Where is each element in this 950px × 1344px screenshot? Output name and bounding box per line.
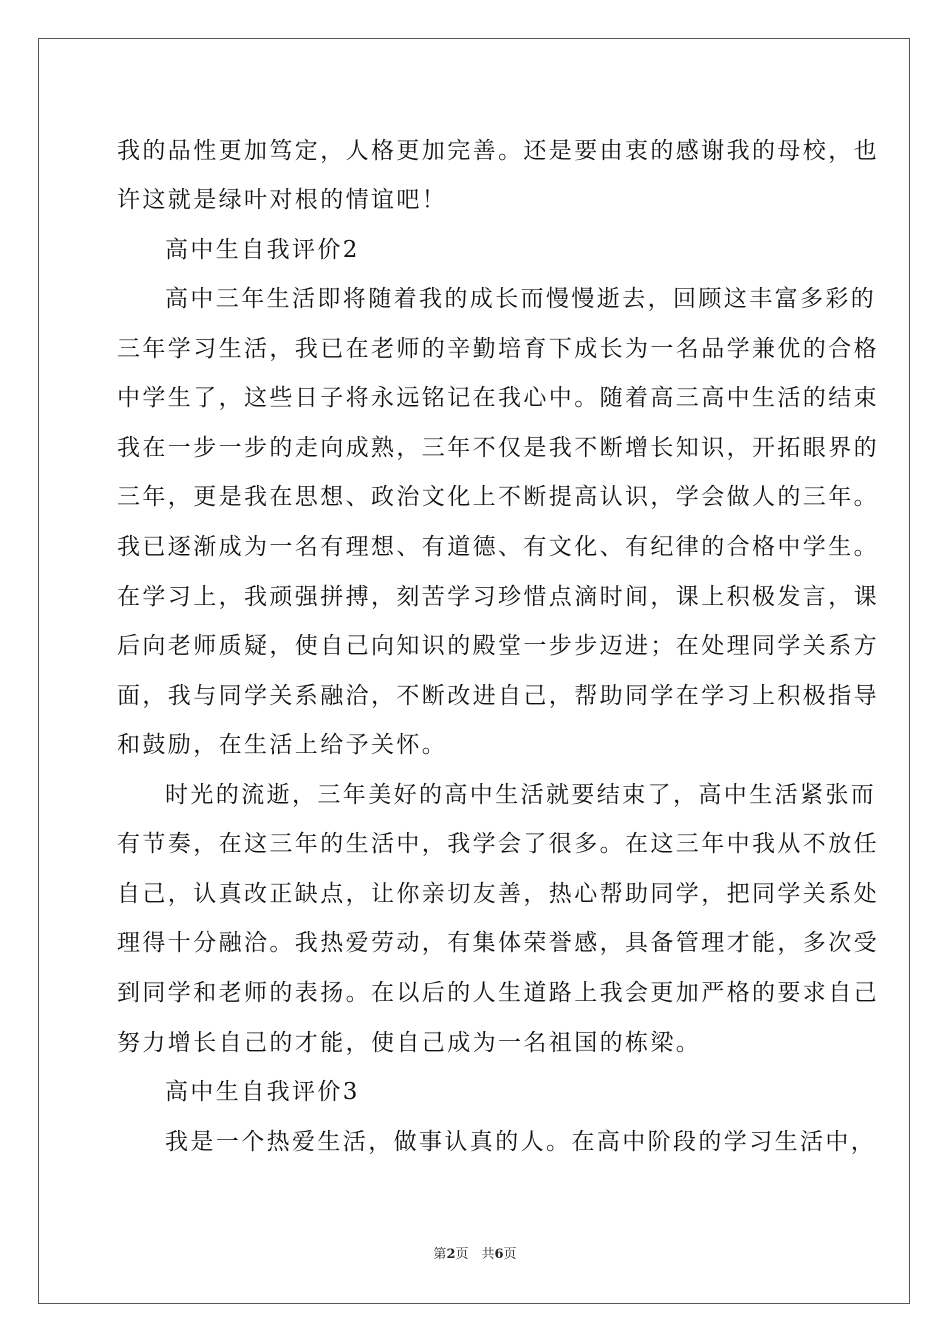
- section-heading: 高中生自我评价3: [165, 1079, 360, 1105]
- body-line: 许这就是绿叶对根的情谊吧！: [117, 187, 448, 213]
- body-line: 中学生了，这些日子将永远铭记在我心中。随着高三高中生活的结束: [117, 385, 879, 411]
- page-number: 2: [446, 1247, 456, 1262]
- footer-prefix: 第: [433, 1247, 447, 1262]
- body-line: 和鼓励，在生活上给予关怀。: [117, 732, 448, 758]
- page-footer: [0, 1246, 950, 1264]
- body-line: 有节奏，在这三年的生活中，我学会了很多。在这三年中我从不放任: [117, 831, 879, 857]
- body-line: 理得十分融洽。我热爱劳动，有集体荣誉感，具备管理才能，多次受: [117, 930, 879, 956]
- footer-mid: 页 共: [455, 1247, 495, 1262]
- body-line: 在学习上，我顽强拼搏，刻苦学习珍惜点滴时间，课上积极发言，课: [117, 584, 879, 610]
- body-line: 我在一步一步的走向成熟，三年不仅是我不断增长知识，开拓眼界的: [117, 435, 879, 461]
- footer-suffix: 页: [503, 1247, 517, 1262]
- body-line: 到同学和老师的表扬。在以后的人生道路上我会更加严格的要求自己: [117, 980, 879, 1006]
- body-line: 三年学习生活，我已在老师的辛勤培育下成长为一名品学兼优的合格: [117, 336, 879, 362]
- body-line: 自己，认真改正缺点，让你亲切友善，热心帮助同学，把同学关系处: [117, 881, 879, 907]
- body-line: 时光的流逝，三年美好的高中生活就要结束了，高中生活紧张而: [165, 782, 877, 808]
- body-line: 后向老师质疑，使自己向知识的殿堂一步步迈进；在处理同学关系方: [117, 633, 879, 659]
- body-line: 我的品性更加笃定，人格更加完善。还是要由衷的感谢我的母校，也: [117, 138, 879, 164]
- body-line: 我已逐渐成为一名有理想、有道德、有文化、有纪律的合格中学生。: [117, 534, 879, 560]
- body-line: 面，我与同学关系融洽，不断改进自己，帮助同学在学习上积极指导: [117, 683, 879, 709]
- body-line: 努力增长自己的才能，使自己成为一名祖国的栋梁。: [117, 1030, 702, 1056]
- body-line: 我是一个热爱生活，做事认真的人。在高中阶段的学习生活中，: [165, 1129, 877, 1155]
- page-border: [38, 38, 910, 1304]
- body-line: 高中三年生活即将随着我的成长而慢慢逝去，回顾这丰富多彩的: [165, 286, 877, 312]
- page-total: 6: [494, 1247, 504, 1262]
- body-line: 三年，更是我在思想、政治文化上不断提高认识，学会做人的三年。: [117, 484, 879, 510]
- section-heading: 高中生自我评价2: [165, 237, 360, 263]
